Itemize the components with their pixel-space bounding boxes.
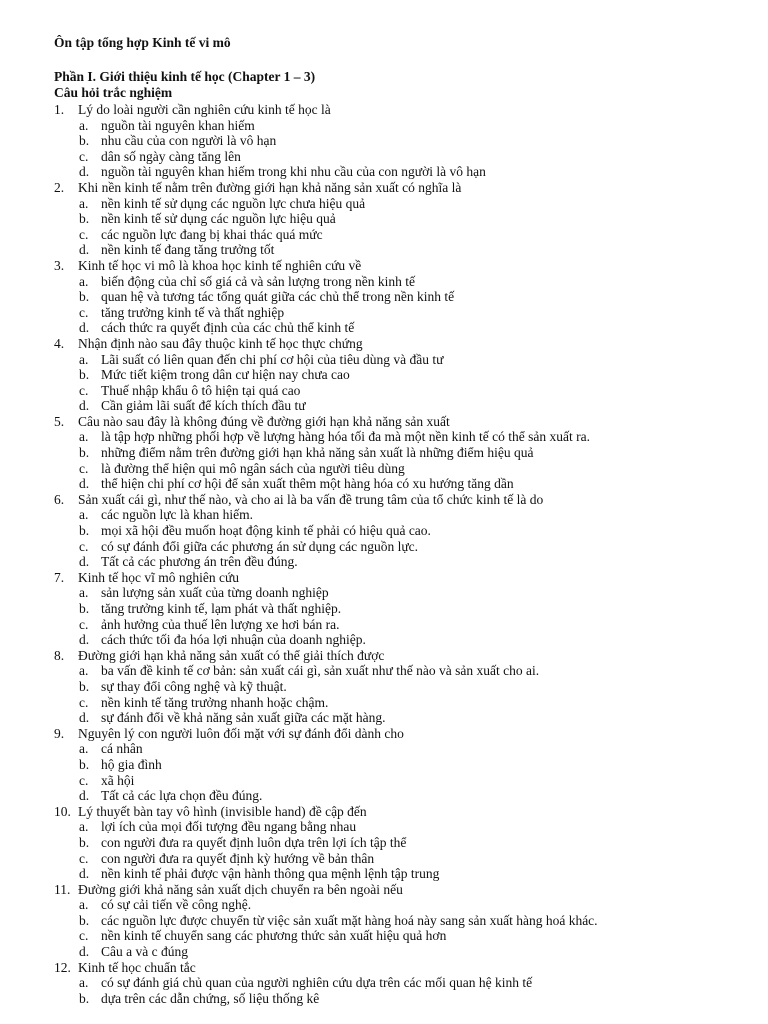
option-letter: d. bbox=[79, 632, 90, 648]
option-text: là tập hợp những phối hợp về lượng hàng hóa tối đa mà một nền kinh tế có thể sản xuất ra. bbox=[101, 429, 590, 445]
question-row bbox=[54, 648, 728, 664]
question-row bbox=[54, 336, 728, 352]
question-row bbox=[54, 882, 728, 898]
answer-option bbox=[54, 211, 728, 227]
question-item bbox=[54, 258, 728, 336]
option-letter: b. bbox=[79, 990, 90, 1006]
answer-option bbox=[54, 383, 728, 399]
answer-option bbox=[54, 305, 728, 321]
option-text: cách thức tối đa hóa lợi nhuận của doanh nghiệp. bbox=[101, 632, 366, 648]
option-text: Tất cả các phương án trên đều đúng. bbox=[101, 554, 298, 570]
option-text: các nguồn lực là khan hiếm. bbox=[101, 507, 254, 523]
option-letter: a. bbox=[79, 897, 89, 913]
question-item bbox=[54, 882, 728, 960]
option-letter: c. bbox=[79, 616, 89, 632]
option-text: nguồn tài nguyên khan hiếm bbox=[101, 117, 255, 133]
option-text: lợi ích của mọi đối tượng đều ngang bằng nhau bbox=[101, 819, 357, 835]
answer-option bbox=[54, 928, 728, 944]
option-letter: d. bbox=[79, 398, 90, 414]
question-number: 5. bbox=[54, 413, 65, 429]
section-heading: Câu hỏi trắc nghiệm bbox=[54, 85, 173, 100]
answer-option bbox=[54, 352, 728, 368]
answer-option bbox=[54, 585, 728, 601]
option-letter: d. bbox=[79, 710, 90, 726]
option-text: Tất cả các lựa chọn đều đúng. bbox=[101, 788, 263, 804]
answer-option bbox=[54, 913, 728, 929]
question-row bbox=[54, 960, 728, 976]
answer-option bbox=[54, 944, 728, 960]
option-letter: d. bbox=[79, 242, 90, 258]
question-text: Sản xuất cái gì, như thế nào, và cho ai là ba vấn đề trung tâm của tổ chức kinh tế là do bbox=[78, 491, 544, 507]
question-text: Lý thuyết bàn tay vô hình (invisible hand) đề cập đến bbox=[78, 803, 367, 819]
option-letter: c. bbox=[79, 460, 89, 476]
answer-option bbox=[54, 601, 728, 617]
option-letter: a. bbox=[79, 429, 89, 445]
option-letter: a. bbox=[79, 975, 89, 991]
option-text: Mức tiết kiệm trong dân cư hiện nay chưa cao bbox=[101, 367, 350, 383]
question-number: 1. bbox=[54, 102, 65, 117]
option-letter: b. bbox=[79, 834, 90, 850]
answer-option bbox=[54, 757, 728, 773]
answer-option bbox=[54, 773, 728, 789]
question-row bbox=[54, 570, 728, 586]
answer-option bbox=[54, 289, 728, 305]
option-text: mọi xã hội đều muốn hoạt động kinh tế phải có hiệu quả cao. bbox=[101, 523, 431, 539]
question-text: Đường giới khả năng sản xuất dịch chuyển ra bên ngoài nếu bbox=[78, 881, 403, 897]
question-text: Kinh tế học vĩ mô nghiên cứu bbox=[78, 569, 240, 585]
answer-option bbox=[54, 632, 728, 648]
question-item bbox=[54, 336, 728, 414]
option-letter: b. bbox=[79, 367, 90, 383]
answer-option bbox=[54, 851, 728, 867]
option-letter: a. bbox=[79, 117, 89, 133]
option-text: con người đưa ra quyết định luôn dựa trên lợi ích tập thể bbox=[101, 834, 407, 850]
option-text: xã hội bbox=[101, 772, 135, 788]
question-number: 10. bbox=[54, 803, 71, 819]
option-text: là đường thể hiện qui mô ngân sách của người tiêu dùng bbox=[101, 460, 405, 476]
option-text: cá nhân bbox=[101, 741, 143, 757]
answer-option bbox=[54, 149, 728, 165]
option-text: hộ gia đình bbox=[101, 756, 162, 772]
answer-option bbox=[54, 227, 728, 243]
option-letter: d. bbox=[79, 788, 90, 804]
question-text: Lý do loài người cần nghiên cứu kinh tế học là bbox=[78, 102, 331, 117]
option-letter: b. bbox=[79, 601, 90, 616]
option-letter: c. bbox=[79, 148, 89, 164]
option-text: sự đánh đổi về khả năng sản xuất giữa các mặt hàng. bbox=[101, 710, 386, 726]
answer-option bbox=[54, 367, 728, 383]
option-text: Câu a và c đúng bbox=[101, 944, 188, 960]
question-item bbox=[54, 102, 728, 180]
option-letter: d. bbox=[79, 944, 90, 960]
answer-option bbox=[54, 507, 728, 523]
option-text: cách thức ra quyết định của các chủ thể kinh tế bbox=[101, 320, 355, 336]
option-text: nhu cầu của con người là vô hạn bbox=[101, 133, 277, 149]
option-text: các nguồn lực đang bị khai thác quá mức bbox=[101, 226, 323, 242]
option-text: Thuế nhập khẩu ô tô hiện tại quá cao bbox=[101, 382, 301, 398]
option-letter: d. bbox=[79, 476, 90, 492]
answer-option bbox=[54, 695, 728, 711]
answer-option bbox=[54, 398, 728, 414]
answer-option bbox=[54, 461, 728, 477]
question-number: 4. bbox=[54, 335, 65, 351]
question-text: Câu nào sau đây là không đúng về đường giới hạn khả năng sản xuất bbox=[78, 413, 450, 429]
answer-option bbox=[54, 523, 728, 539]
part-heading: Phần I. Giới thiệu kinh tế học (Chapter 1 – 3) bbox=[54, 69, 316, 84]
question-row bbox=[54, 726, 728, 742]
option-letter: b. bbox=[79, 211, 90, 227]
option-letter: b. bbox=[79, 445, 90, 461]
answer-option bbox=[54, 788, 728, 804]
option-text: có sự đánh giá chủ quan của người nghiên cứu dựa trên các mối quan hệ kinh tế bbox=[101, 975, 533, 991]
option-letter: c. bbox=[79, 304, 89, 320]
option-text: sản lượng sản xuất của từng doanh nghiệp bbox=[101, 585, 329, 601]
question-number: 3. bbox=[54, 257, 65, 273]
answer-option bbox=[54, 539, 728, 555]
option-letter: a. bbox=[79, 195, 89, 211]
question-item bbox=[54, 648, 728, 726]
question-item bbox=[54, 180, 728, 258]
question-text: Nhận định nào sau đây thuộc kinh tế học thực chứng bbox=[78, 335, 363, 351]
answer-option bbox=[54, 118, 728, 134]
option-letter: a. bbox=[79, 819, 89, 835]
option-text: tăng trưởng kinh tế, lạm phát và thất nghiệp. bbox=[101, 601, 342, 616]
question-text: Nguyên lý con người luôn đối mặt với sự đánh đổi dành cho bbox=[78, 725, 404, 741]
option-text: ảnh hưởng của thuế lên lượng xe hơi bán ra. bbox=[101, 616, 340, 632]
question-number: 12. bbox=[54, 959, 71, 975]
question-item bbox=[54, 804, 728, 882]
answer-option bbox=[54, 741, 728, 757]
option-text: các nguồn lực được chuyển từ việc sản xuất mặt hàng hoá này sang sản xuất hàng hoá khác. bbox=[101, 912, 598, 928]
option-text: tăng trưởng kinh tế và thất nghiệp bbox=[101, 304, 285, 320]
answer-option bbox=[54, 866, 728, 882]
option-letter: c. bbox=[79, 928, 89, 944]
question-row bbox=[54, 492, 728, 508]
option-text: nền kinh tế chuyển sang các phương thức sản xuất hiệu quả hơn bbox=[101, 928, 447, 944]
option-text: nền kinh tế tăng trưởng nhanh hoặc chậm. bbox=[101, 694, 329, 710]
option-text: biến động của chỉ số giá cả và sản lượng trong nền kinh tế bbox=[101, 273, 416, 289]
option-letter: b. bbox=[79, 756, 90, 772]
option-text: nền kinh tế đang tăng trưởng tốt bbox=[101, 242, 275, 258]
question-row bbox=[54, 102, 728, 118]
answer-option bbox=[54, 710, 728, 726]
option-letter: c. bbox=[79, 226, 89, 242]
answer-option bbox=[54, 196, 728, 212]
document-title: Ôn tập tổng hợp Kinh tế vi mô bbox=[54, 35, 231, 50]
option-text: nền kinh tế sử dụng các nguồn lực chưa hiệu quả bbox=[101, 195, 366, 211]
answer-option bbox=[54, 663, 728, 679]
option-text: những điểm nằm trên đường giới hạn khả năng sản xuất là những điểm hiệu quả bbox=[101, 445, 534, 461]
option-letter: a. bbox=[79, 663, 89, 679]
question-row bbox=[54, 414, 728, 430]
answer-option bbox=[54, 835, 728, 851]
option-letter: b. bbox=[79, 523, 90, 539]
question-text: Kinh tế học chuẩn tắc bbox=[78, 959, 196, 975]
answer-option bbox=[54, 975, 728, 991]
option-text: con người đưa ra quyết định kỳ hướng về bản thân bbox=[101, 850, 375, 866]
question-item bbox=[54, 492, 728, 570]
option-text: thể hiện chi phí cơ hội để sản xuất thêm một hàng hóa có xu hướng tăng dần bbox=[101, 476, 514, 492]
option-letter: b. bbox=[79, 289, 90, 305]
answer-option bbox=[54, 819, 728, 835]
question-number: 7. bbox=[54, 569, 65, 585]
option-letter: b. bbox=[79, 678, 90, 694]
question-number: 9. bbox=[54, 725, 65, 741]
option-letter: a. bbox=[79, 351, 89, 367]
option-text: dân số ngày càng tăng lên bbox=[101, 148, 241, 164]
question-item bbox=[54, 960, 728, 1007]
option-letter: c. bbox=[79, 772, 89, 788]
question-list bbox=[54, 102, 728, 1006]
question-number: 8. bbox=[54, 647, 65, 663]
question-text: Khi nền kinh tế nằm trên đường giới hạn khả năng sản xuất có nghĩa là bbox=[78, 179, 462, 195]
option-letter: a. bbox=[79, 741, 89, 757]
option-letter: c. bbox=[79, 382, 89, 398]
option-letter: a. bbox=[79, 585, 89, 601]
option-letter: d. bbox=[79, 164, 90, 180]
answer-option bbox=[54, 617, 728, 633]
option-letter: b. bbox=[79, 133, 90, 149]
question-item bbox=[54, 570, 728, 648]
question-text: Kinh tế học vi mô là khoa học kinh tế nghiên cứu về bbox=[78, 257, 362, 273]
option-letter: d. bbox=[79, 320, 90, 336]
option-text: Cần giảm lãi suất để kích thích đầu tư bbox=[101, 398, 306, 414]
answer-option bbox=[54, 991, 728, 1007]
option-text: Lãi suất có liên quan đến chi phí cơ hội của tiêu dùng và đầu tư bbox=[101, 351, 444, 367]
option-letter: c. bbox=[79, 538, 89, 554]
option-text: có sự cải tiến về công nghệ. bbox=[101, 897, 252, 913]
question-item bbox=[54, 726, 728, 804]
question-row bbox=[54, 180, 728, 196]
option-letter: a. bbox=[79, 507, 89, 523]
option-letter: b. bbox=[79, 912, 90, 928]
answer-option bbox=[54, 554, 728, 570]
option-letter: c. bbox=[79, 694, 89, 710]
option-text: ba vấn đề kinh tế cơ bản: sản xuất cái gì, sản xuất như thế nào và sản xuất cho ai. bbox=[101, 663, 540, 679]
answer-option bbox=[54, 445, 728, 461]
answer-option bbox=[54, 679, 728, 695]
question-number: 11. bbox=[54, 881, 71, 897]
option-text: quan hệ và tương tác tổng quát giữa các chủ thể trong nền kinh tế bbox=[101, 289, 455, 305]
question-row bbox=[54, 804, 728, 820]
option-text: nền kinh tế phải được vận hành thông qua mệnh lệnh tập trung bbox=[101, 866, 440, 882]
answer-option bbox=[54, 476, 728, 492]
option-letter: c. bbox=[79, 850, 89, 866]
question-row bbox=[54, 258, 728, 274]
option-text: sự thay đổi công nghệ và kỹ thuật. bbox=[101, 678, 287, 694]
answer-option bbox=[54, 320, 728, 336]
question-number: 6. bbox=[54, 491, 65, 507]
option-text: dựa trên các dẫn chứng, số liệu thống kê bbox=[101, 990, 320, 1006]
option-text: nền kinh tế sử dụng các nguồn lực hiệu quả bbox=[101, 211, 336, 227]
question-number: 2. bbox=[54, 179, 65, 195]
option-text: nguồn tài nguyên khan hiếm trong khi nhu cầu của con người là vô hạn bbox=[101, 164, 486, 180]
answer-option bbox=[54, 133, 728, 149]
option-text: có sự đánh đổi giữa các phương án sử dụng các nguồn lực. bbox=[101, 538, 419, 554]
question-item bbox=[54, 414, 728, 492]
answer-option bbox=[54, 897, 728, 913]
answer-option bbox=[54, 242, 728, 258]
option-letter: d. bbox=[79, 554, 90, 570]
option-letter: d. bbox=[79, 866, 90, 882]
answer-option bbox=[54, 164, 728, 180]
answer-option bbox=[54, 274, 728, 290]
answer-option bbox=[54, 429, 728, 445]
option-letter: a. bbox=[79, 273, 89, 289]
question-text: Đường giới hạn khả năng sản xuất có thể giải thích được bbox=[78, 647, 385, 663]
